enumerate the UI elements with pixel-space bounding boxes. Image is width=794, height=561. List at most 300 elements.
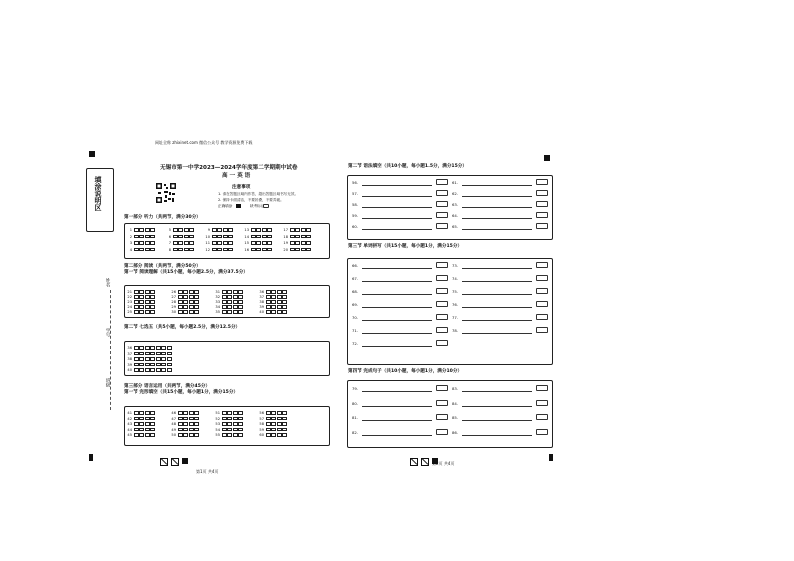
answer-bubble[interactable] <box>178 417 183 420</box>
answer-bubble[interactable] <box>139 428 144 431</box>
answer-bubble[interactable] <box>222 310 227 313</box>
answer-bubble[interactable] <box>217 248 222 251</box>
answer-bubble[interactable] <box>134 305 139 308</box>
answer-bubble[interactable] <box>189 295 194 298</box>
answer-bubble[interactable] <box>161 352 166 355</box>
answer-bubble[interactable] <box>139 248 144 251</box>
answer-bubble[interactable] <box>306 228 311 231</box>
answer-line[interactable] <box>462 294 532 295</box>
answer-bubble[interactable] <box>277 310 282 313</box>
answer-line[interactable] <box>362 294 432 295</box>
answer-bubble[interactable] <box>271 290 276 293</box>
answer-bubble[interactable] <box>167 363 172 366</box>
answer-bubble[interactable] <box>150 357 155 360</box>
answer-bubble[interactable] <box>167 352 172 355</box>
answer-line[interactable] <box>362 391 432 392</box>
answer-bubble[interactable] <box>295 248 300 251</box>
answer-bubble[interactable] <box>150 433 155 436</box>
score-box[interactable] <box>436 314 448 320</box>
answer-line[interactable] <box>362 207 432 208</box>
answer-bubble[interactable] <box>194 310 199 313</box>
answer-bubble[interactable] <box>145 411 150 414</box>
answer-bubble[interactable] <box>277 290 282 293</box>
answer-line[interactable] <box>362 346 432 347</box>
answer-bubble[interactable] <box>222 290 227 293</box>
answer-bubble[interactable] <box>134 235 139 238</box>
answer-bubble[interactable] <box>161 357 166 360</box>
answer-bubble[interactable] <box>301 248 306 251</box>
answer-line[interactable] <box>462 333 532 334</box>
answer-bubble[interactable] <box>227 428 232 431</box>
answer-line[interactable] <box>462 229 532 230</box>
answer-bubble[interactable] <box>271 300 276 303</box>
answer-bubble[interactable] <box>301 235 306 238</box>
answer-bubble[interactable] <box>145 433 150 436</box>
answer-bubble[interactable] <box>150 290 155 293</box>
answer-bubble[interactable] <box>139 422 144 425</box>
answer-bubble[interactable] <box>134 295 139 298</box>
answer-bubble[interactable] <box>194 411 199 414</box>
answer-bubble[interactable] <box>150 241 155 244</box>
answer-line[interactable] <box>462 307 532 308</box>
answer-bubble[interactable] <box>167 357 172 360</box>
answer-bubble[interactable] <box>282 290 287 293</box>
answer-bubble[interactable] <box>271 305 276 308</box>
answer-bubble[interactable] <box>267 235 272 238</box>
score-box[interactable] <box>436 275 448 281</box>
answer-bubble[interactable] <box>256 241 261 244</box>
answer-line[interactable] <box>462 196 532 197</box>
answer-bubble[interactable] <box>139 235 144 238</box>
answer-bubble[interactable] <box>223 235 228 238</box>
score-box[interactable] <box>536 385 548 391</box>
answer-bubble[interactable] <box>134 433 139 436</box>
answer-bubble[interactable] <box>139 310 144 313</box>
answer-bubble[interactable] <box>189 241 194 244</box>
answer-bubble[interactable] <box>178 422 183 425</box>
answer-bubble[interactable] <box>227 422 232 425</box>
score-box[interactable] <box>436 190 448 196</box>
answer-bubble[interactable] <box>178 428 183 431</box>
answer-bubble[interactable] <box>184 235 189 238</box>
answer-bubble[interactable] <box>150 310 155 313</box>
answer-bubble[interactable] <box>238 433 243 436</box>
answer-bubble[interactable] <box>173 248 178 251</box>
answer-bubble[interactable] <box>134 300 139 303</box>
answer-bubble[interactable] <box>227 433 232 436</box>
answer-bubble[interactable] <box>267 228 272 231</box>
answer-bubble[interactable] <box>277 295 282 298</box>
answer-bubble[interactable] <box>183 305 188 308</box>
answer-bubble[interactable] <box>271 428 276 431</box>
answer-bubble[interactable] <box>178 305 183 308</box>
answer-bubble[interactable] <box>217 235 222 238</box>
answer-bubble[interactable] <box>134 368 139 371</box>
answer-bubble[interactable] <box>183 295 188 298</box>
answer-bubble[interactable] <box>150 363 155 366</box>
answer-bubble[interactable] <box>189 228 194 231</box>
answer-bubble[interactable] <box>194 300 199 303</box>
answer-bubble[interactable] <box>227 290 232 293</box>
answer-bubble[interactable] <box>256 228 261 231</box>
answer-bubble[interactable] <box>145 241 150 244</box>
score-box[interactable] <box>536 262 548 268</box>
score-box[interactable] <box>536 301 548 307</box>
answer-bubble[interactable] <box>183 422 188 425</box>
answer-bubble[interactable] <box>266 433 271 436</box>
answer-bubble[interactable] <box>251 248 256 251</box>
answer-bubble[interactable] <box>178 295 183 298</box>
answer-line[interactable] <box>362 218 432 219</box>
answer-bubble[interactable] <box>267 241 272 244</box>
answer-bubble[interactable] <box>227 305 232 308</box>
answer-bubble[interactable] <box>251 228 256 231</box>
answer-bubble[interactable] <box>223 228 228 231</box>
score-box[interactable] <box>536 288 548 294</box>
score-box[interactable] <box>436 201 448 207</box>
answer-bubble[interactable] <box>150 305 155 308</box>
answer-bubble[interactable] <box>194 433 199 436</box>
answer-bubble[interactable] <box>194 295 199 298</box>
answer-bubble[interactable] <box>266 290 271 293</box>
answer-bubble[interactable] <box>145 290 150 293</box>
answer-bubble[interactable] <box>251 235 256 238</box>
answer-bubble[interactable] <box>282 422 287 425</box>
answer-bubble[interactable] <box>134 352 139 355</box>
answer-line[interactable] <box>362 268 432 269</box>
score-box[interactable] <box>436 223 448 229</box>
answer-bubble[interactable] <box>134 228 139 231</box>
answer-bubble[interactable] <box>222 295 227 298</box>
answer-bubble[interactable] <box>212 248 217 251</box>
answer-bubble[interactable] <box>306 235 311 238</box>
answer-bubble[interactable] <box>282 411 287 414</box>
answer-bubble[interactable] <box>183 300 188 303</box>
answer-bubble[interactable] <box>183 433 188 436</box>
answer-line[interactable] <box>362 406 432 407</box>
answer-bubble[interactable] <box>150 422 155 425</box>
answer-bubble[interactable] <box>183 290 188 293</box>
answer-bubble[interactable] <box>150 417 155 420</box>
answer-bubble[interactable] <box>238 310 243 313</box>
answer-bubble[interactable] <box>134 411 139 414</box>
score-box[interactable] <box>536 212 548 218</box>
answer-bubble[interactable] <box>301 228 306 231</box>
answer-bubble[interactable] <box>282 428 287 431</box>
answer-bubble[interactable] <box>238 290 243 293</box>
answer-line[interactable] <box>362 229 432 230</box>
answer-line[interactable] <box>462 320 532 321</box>
answer-bubble[interactable] <box>139 417 144 420</box>
answer-bubble[interactable] <box>266 310 271 313</box>
answer-bubble[interactable] <box>189 433 194 436</box>
answer-bubble[interactable] <box>227 417 232 420</box>
answer-bubble[interactable] <box>267 248 272 251</box>
answer-bubble[interactable] <box>238 295 243 298</box>
score-box[interactable] <box>436 429 448 435</box>
answer-bubble[interactable] <box>134 310 139 313</box>
answer-bubble[interactable] <box>277 411 282 414</box>
answer-bubble[interactable] <box>290 248 295 251</box>
answer-bubble[interactable] <box>277 300 282 303</box>
answer-bubble[interactable] <box>189 310 194 313</box>
answer-bubble[interactable] <box>150 300 155 303</box>
answer-bubble[interactable] <box>238 305 243 308</box>
answer-bubble[interactable] <box>306 248 311 251</box>
score-box[interactable] <box>436 385 448 391</box>
answer-bubble[interactable] <box>150 228 155 231</box>
answer-bubble[interactable] <box>139 363 144 366</box>
answer-bubble[interactable] <box>306 241 311 244</box>
answer-bubble[interactable] <box>134 241 139 244</box>
answer-bubble[interactable] <box>145 248 150 251</box>
answer-bubble[interactable] <box>167 346 172 349</box>
answer-bubble[interactable] <box>228 228 233 231</box>
answer-line[interactable] <box>462 268 532 269</box>
answer-bubble[interactable] <box>145 228 150 231</box>
answer-bubble[interactable] <box>150 235 155 238</box>
answer-bubble[interactable] <box>134 422 139 425</box>
answer-bubble[interactable] <box>271 310 276 313</box>
answer-bubble[interactable] <box>222 428 227 431</box>
answer-bubble[interactable] <box>134 357 139 360</box>
score-box[interactable] <box>536 314 548 320</box>
answer-bubble[interactable] <box>227 300 232 303</box>
answer-bubble[interactable] <box>295 235 300 238</box>
answer-bubble[interactable] <box>156 357 161 360</box>
answer-bubble[interactable] <box>156 346 161 349</box>
answer-line[interactable] <box>362 185 432 186</box>
answer-bubble[interactable] <box>233 305 238 308</box>
answer-line[interactable] <box>362 281 432 282</box>
answer-bubble[interactable] <box>139 290 144 293</box>
answer-bubble[interactable] <box>228 235 233 238</box>
score-box[interactable] <box>536 223 548 229</box>
answer-bubble[interactable] <box>217 228 222 231</box>
answer-bubble[interactable] <box>282 305 287 308</box>
answer-bubble[interactable] <box>139 346 144 349</box>
answer-bubble[interactable] <box>217 241 222 244</box>
answer-bubble[interactable] <box>266 305 271 308</box>
answer-bubble[interactable] <box>150 428 155 431</box>
answer-bubble[interactable] <box>145 357 150 360</box>
answer-bubble[interactable] <box>134 428 139 431</box>
answer-bubble[interactable] <box>139 241 144 244</box>
answer-bubble[interactable] <box>173 235 178 238</box>
answer-bubble[interactable] <box>183 428 188 431</box>
answer-bubble[interactable] <box>233 422 238 425</box>
answer-bubble[interactable] <box>183 310 188 313</box>
answer-bubble[interactable] <box>139 300 144 303</box>
answer-bubble[interactable] <box>139 411 144 414</box>
answer-bubble[interactable] <box>266 417 271 420</box>
answer-line[interactable] <box>462 185 532 186</box>
answer-bubble[interactable] <box>266 300 271 303</box>
answer-bubble[interactable] <box>262 248 267 251</box>
answer-bubble[interactable] <box>145 352 150 355</box>
answer-bubble[interactable] <box>233 290 238 293</box>
answer-bubble[interactable] <box>189 235 194 238</box>
answer-bubble[interactable] <box>156 352 161 355</box>
answer-bubble[interactable] <box>173 228 178 231</box>
answer-bubble[interactable] <box>183 417 188 420</box>
answer-bubble[interactable] <box>145 368 150 371</box>
answer-bubble[interactable] <box>189 422 194 425</box>
answer-bubble[interactable] <box>139 352 144 355</box>
answer-bubble[interactable] <box>184 241 189 244</box>
answer-bubble[interactable] <box>228 248 233 251</box>
answer-line[interactable] <box>462 391 532 392</box>
absent-mark-box[interactable] <box>263 204 269 208</box>
answer-bubble[interactable] <box>233 411 238 414</box>
answer-bubble[interactable] <box>271 417 276 420</box>
answer-bubble[interactable] <box>233 310 238 313</box>
answer-bubble[interactable] <box>194 290 199 293</box>
answer-bubble[interactable] <box>266 422 271 425</box>
answer-bubble[interactable] <box>139 368 144 371</box>
answer-bubble[interactable] <box>227 310 232 313</box>
answer-line[interactable] <box>462 281 532 282</box>
answer-bubble[interactable] <box>271 422 276 425</box>
score-box[interactable] <box>536 179 548 185</box>
answer-bubble[interactable] <box>222 422 227 425</box>
answer-bubble[interactable] <box>277 417 282 420</box>
answer-line[interactable] <box>362 320 432 321</box>
score-box[interactable] <box>536 275 548 281</box>
answer-bubble[interactable] <box>277 422 282 425</box>
answer-bubble[interactable] <box>223 241 228 244</box>
answer-bubble[interactable] <box>189 417 194 420</box>
answer-bubble[interactable] <box>227 295 232 298</box>
answer-bubble[interactable] <box>266 411 271 414</box>
answer-bubble[interactable] <box>189 290 194 293</box>
answer-bubble[interactable] <box>262 241 267 244</box>
answer-bubble[interactable] <box>161 346 166 349</box>
answer-bubble[interactable] <box>282 310 287 313</box>
answer-bubble[interactable] <box>150 411 155 414</box>
answer-line[interactable] <box>362 333 432 334</box>
answer-bubble[interactable] <box>156 363 161 366</box>
answer-bubble[interactable] <box>212 235 217 238</box>
answer-bubble[interactable] <box>145 295 150 298</box>
answer-bubble[interactable] <box>212 228 217 231</box>
answer-bubble[interactable] <box>262 235 267 238</box>
answer-bubble[interactable] <box>238 428 243 431</box>
answer-bubble[interactable] <box>150 248 155 251</box>
answer-bubble[interactable] <box>282 295 287 298</box>
answer-bubble[interactable] <box>189 428 194 431</box>
answer-bubble[interactable] <box>222 411 227 414</box>
answer-bubble[interactable] <box>178 310 183 313</box>
answer-bubble[interactable] <box>194 422 199 425</box>
answer-bubble[interactable] <box>228 241 233 244</box>
answer-bubble[interactable] <box>282 433 287 436</box>
answer-bubble[interactable] <box>178 300 183 303</box>
answer-bubble[interactable] <box>266 428 271 431</box>
score-box[interactable] <box>436 414 448 420</box>
answer-bubble[interactable] <box>223 248 228 251</box>
answer-bubble[interactable] <box>222 433 227 436</box>
answer-bubble[interactable] <box>139 228 144 231</box>
answer-bubble[interactable] <box>139 295 144 298</box>
answer-bubble[interactable] <box>145 305 150 308</box>
answer-bubble[interactable] <box>222 417 227 420</box>
answer-bubble[interactable] <box>139 305 144 308</box>
answer-bubble[interactable] <box>295 241 300 244</box>
answer-bubble[interactable] <box>150 295 155 298</box>
answer-bubble[interactable] <box>271 411 276 414</box>
answer-bubble[interactable] <box>189 305 194 308</box>
answer-bubble[interactable] <box>277 433 282 436</box>
answer-bubble[interactable] <box>271 433 276 436</box>
score-box[interactable] <box>536 201 548 207</box>
answer-bubble[interactable] <box>189 411 194 414</box>
answer-line[interactable] <box>462 435 532 436</box>
answer-bubble[interactable] <box>222 300 227 303</box>
answer-bubble[interactable] <box>184 248 189 251</box>
answer-bubble[interactable] <box>290 235 295 238</box>
answer-bubble[interactable] <box>238 300 243 303</box>
answer-bubble[interactable] <box>178 433 183 436</box>
answer-bubble[interactable] <box>266 295 271 298</box>
answer-bubble[interactable] <box>156 368 161 371</box>
answer-bubble[interactable] <box>194 428 199 431</box>
answer-bubble[interactable] <box>134 248 139 251</box>
answer-bubble[interactable] <box>178 411 183 414</box>
score-box[interactable] <box>536 429 548 435</box>
answer-bubble[interactable] <box>194 417 199 420</box>
answer-line[interactable] <box>362 196 432 197</box>
answer-bubble[interactable] <box>134 417 139 420</box>
answer-bubble[interactable] <box>145 235 150 238</box>
score-box[interactable] <box>536 400 548 406</box>
answer-bubble[interactable] <box>150 346 155 349</box>
answer-line[interactable] <box>362 435 432 436</box>
answer-bubble[interactable] <box>233 417 238 420</box>
answer-bubble[interactable] <box>145 310 150 313</box>
answer-bubble[interactable] <box>233 428 238 431</box>
answer-bubble[interactable] <box>301 241 306 244</box>
answer-bubble[interactable] <box>161 363 166 366</box>
answer-bubble[interactable] <box>233 300 238 303</box>
answer-bubble[interactable] <box>134 363 139 366</box>
answer-bubble[interactable] <box>222 305 227 308</box>
answer-line[interactable] <box>362 420 432 421</box>
answer-bubble[interactable] <box>134 290 139 293</box>
answer-bubble[interactable] <box>183 411 188 414</box>
answer-bubble[interactable] <box>277 305 282 308</box>
answer-bubble[interactable] <box>290 228 295 231</box>
answer-bubble[interactable] <box>212 241 217 244</box>
answer-bubble[interactable] <box>145 363 150 366</box>
answer-line[interactable] <box>462 406 532 407</box>
answer-bubble[interactable] <box>150 352 155 355</box>
answer-bubble[interactable] <box>145 346 150 349</box>
answer-bubble[interactable] <box>178 248 183 251</box>
score-box[interactable] <box>436 179 448 185</box>
answer-bubble[interactable] <box>282 417 287 420</box>
score-box[interactable] <box>436 400 448 406</box>
answer-bubble[interactable] <box>290 241 295 244</box>
answer-bubble[interactable] <box>238 422 243 425</box>
score-box[interactable] <box>436 327 448 333</box>
answer-bubble[interactable] <box>271 295 276 298</box>
answer-bubble[interactable] <box>161 368 166 371</box>
score-box[interactable] <box>536 190 548 196</box>
answer-bubble[interactable] <box>233 433 238 436</box>
answer-bubble[interactable] <box>139 357 144 360</box>
score-box[interactable] <box>436 262 448 268</box>
